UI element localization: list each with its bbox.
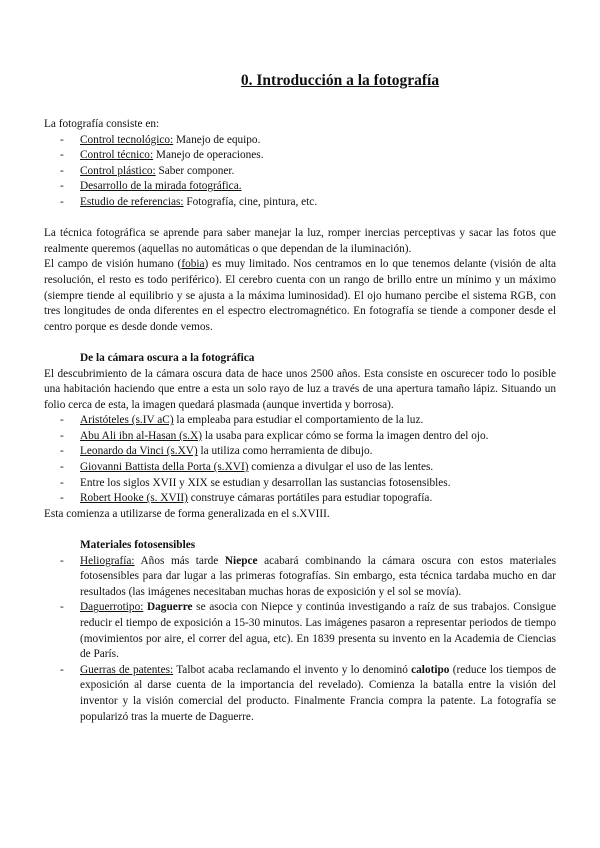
document-page [44, 72, 556, 725]
list-item [44, 663, 556, 725]
list-item-text: acabará combinando la cámara oscura con estos materiales fotosensibles para dar lugar a las primeras fotografías. Sin embargo, esta técnica tardaba mucho en dar resultados (las imágenes necesitaban muchas horas de exposición y el sol se movía). [80, 554, 556, 598]
list-item-term: Control plástico: [80, 164, 156, 177]
page-title: 0. Introducción a la fotografía [240, 72, 440, 89]
paragraph-text: ) es muy limitado. Nos centramos en lo que tenemos delante (visión de alta resolución, el resto es todo periférico). El cerebro cuenta con un rango de brillo entre un mínimo y un máximo (siempre tiende al equilibrio y se ajusta a la máxima luminosidad). El ojo humano percibe el sistema RGB, con tres longitudes de onda diferentes en el espectro electromagnético. En fotografía se tiende a componer desde el centro porque es desde donde vemos. [44, 258, 556, 333]
list-item-text: Fotografía, cine, pintura, etc. [183, 195, 318, 208]
list-item-bold: Daguerre [146, 601, 193, 614]
materials-list [44, 554, 556, 726]
list-item-text: Manejo de operaciones. [153, 149, 264, 162]
list-item [44, 429, 556, 445]
paragraph-technique: La técnica fotográfica se aprende para saber manejar la luz, romper inercias perceptivas y sacar las fotos que realmente queremos (aquellas no automáticas o que dependan de la iluminación). [44, 227, 556, 255]
paragraph-text: El campo de visión humano ( [44, 258, 182, 271]
list-item-bold: Niepce [224, 554, 258, 567]
list-item-term: Daguerrotipo: [80, 601, 144, 614]
paragraph-vision [44, 257, 556, 335]
list-item [44, 600, 556, 662]
paragraph-closing: Esta comienza a utilizarse de forma generalizada en el s.XVIII. [44, 507, 330, 520]
list-item [44, 195, 556, 211]
list-item-term: Estudio de referencias: [80, 195, 184, 208]
list-item-text: Manejo de equipo. [173, 133, 261, 146]
list-item-term: Desarrollo de la mirada fotográfica. [80, 180, 242, 193]
list-item-term: Control tecnológico: [80, 133, 174, 146]
list-item-text: comienza a divulgar el uso de las lentes. [248, 461, 434, 474]
list-item [44, 444, 556, 460]
list-item-bold: calotipo [411, 663, 450, 676]
list-item [44, 148, 556, 164]
intro-list [44, 133, 556, 211]
list-item-term: Giovanni Battista della Porta (s.XVI) [80, 461, 249, 474]
list-item [44, 133, 556, 149]
list-item [44, 460, 556, 476]
list-item-text: construye cámaras portátiles para estudiar topografía. [187, 492, 433, 505]
spacer [44, 522, 556, 538]
list-item [44, 164, 556, 180]
spacer [44, 335, 556, 351]
list-item-text: la utiliza como herramienta de dibujo. [197, 445, 373, 458]
list-item [44, 413, 556, 429]
history-list [44, 413, 556, 507]
list-item-text: la empleaba para estudiar el comportamiento de la luz. [173, 414, 424, 427]
list-item [44, 179, 556, 195]
list-item-term: Heliografía: [80, 554, 135, 567]
list-item-term: Robert Hooke (s. XVII) [80, 492, 188, 505]
list-item-text: Talbot acaba reclamando el invento y lo denominó [173, 663, 412, 676]
list-item [44, 554, 556, 601]
list-item [44, 476, 556, 492]
intro-lead: La fotografía consiste en: [44, 118, 160, 130]
list-item-text: (reduce los tiempos de exposición al darse cuenta de la importancia del revelado). Comienza la batalla entre la visión del inventor y la visión comercial del producto. Finalmente Francia compra la patente. La fotografía se popularizó tras la muerte de Daguerre. [80, 663, 557, 723]
list-item-term: Leonardo da Vinci (s.XV) [80, 445, 198, 458]
list-item [44, 491, 556, 507]
list-item-text: Saber componer. [155, 164, 235, 177]
spacer [44, 211, 556, 227]
list-item-term: Aristóteles (s.IV aC) [80, 414, 174, 427]
list-item-text: Años más tarde [134, 554, 225, 567]
section-heading-materiales: Materiales fotosensibles [80, 539, 196, 552]
section-heading-camara: De la cámara oscura a la fotográfica [80, 351, 255, 364]
list-item-term: Abu Ali ibn al-Hasan (s.X) [80, 429, 203, 442]
fobia-link: fobia [181, 258, 205, 271]
list-item-term: Guerras de patentes: [80, 663, 174, 676]
list-item-text: Entre los siglos XVII y XIX se estudian y desarrollan las sustancias fotosensibles. [80, 476, 451, 489]
list-item-text: la usaba para explicar cómo se forma la imagen dentro del ojo. [202, 429, 489, 442]
list-item-term: Control técnico: [80, 149, 154, 162]
list-item-text: se asocia con Niepce y continúa investigando a raíz de sus trabajos. Consigue reducir el tiempo de exposición a 15-30 minutos. Las imágenes pasaron a representar periodos de tiempo (movimientos por aire, el correr del agua, etc). En 1839 presenta su invento en la Academia de Ciencias de París. [80, 601, 556, 661]
paragraph-camara: El descubrimiento de la cámara oscura data de hace unos 2500 años. Esta consiste en oscurecer todo lo posible una habitación haciendo que entre a esta un solo rayo de luz a través de una apertura tamaño lápiz. Situando un folio cerca de esta, la imagen quedará plasmada (aunque invertida y borrosa). [44, 367, 556, 411]
